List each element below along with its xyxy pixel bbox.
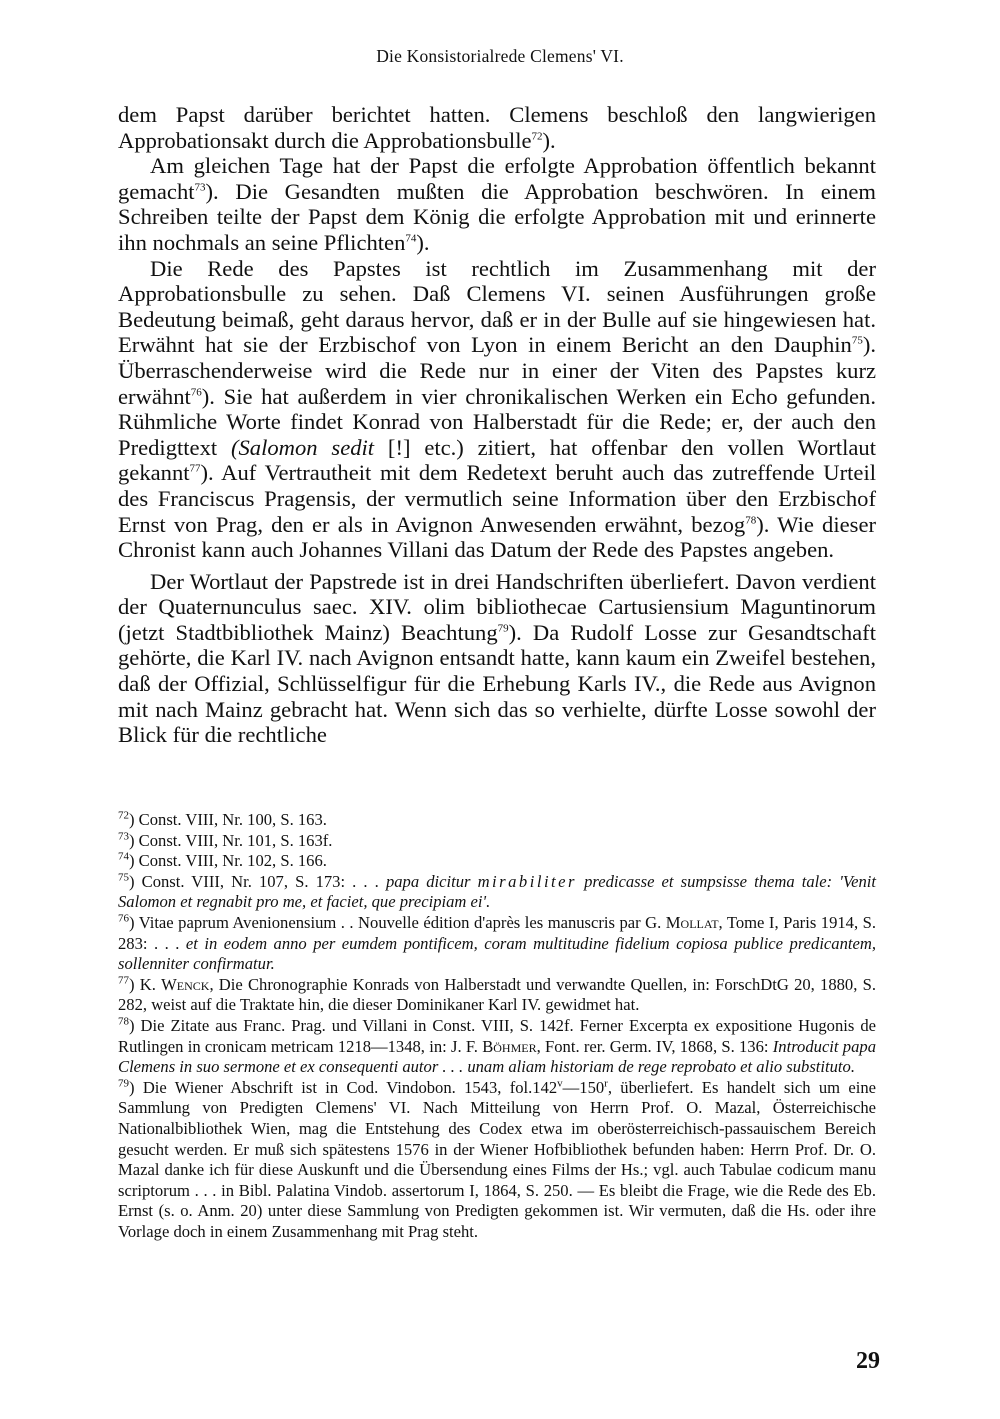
footnote-mark: 76 (118, 912, 129, 925)
main-text (118, 102, 876, 748)
italic-text: et in eodem anno per eumdem pontificem, coram multitudine fidelium copiosa publice predicantem, sollenniter confirmatur. (118, 933, 876, 974)
text-run: ) Const. VIII, Nr. 107, S. 173: . . . (129, 871, 386, 891)
text-run: Am gleichen Tage hat der Papst die erfolgte Approbation öffentlich bekannt gemacht (118, 153, 876, 204)
footnote-ref[interactable]: 79 (497, 622, 509, 635)
author-name: Böhmer (482, 1036, 537, 1056)
footnote-mark: 72 (118, 809, 129, 822)
text-run: , überliefert. Es handelt sich um eine Sammlung von Predigten Clemens' VI. Nach Mitteilung von Herrn Prof. O. Mazal, Österreichische Nationalbibliothek Wien, mag die Entstehung des Codex etwa im oberösterreichisch-passauischem Bereich gesucht werden. Er muß sich spätestens 1576 in der Wiener Hofbibliothek befunden haben: Herrn Prof. Dr. O. Mazal danke ich für diese Auskunft und die Übersendung eines Films der Hs.; vgl. auch Tabulae codicum manu scriptorum . . . in Bibl. Palatina Vindob. assertorum I, 1864, S. 250. — Es bleibt die Frage, wie die Rede des Eb. Ernst (s. o. Anm. 20) unter diese Sammlung von Predigten gekommen ist. Wir vermuten, daß die Hs. oder ihre Vorlage doch in einem Zusammenhang mit Prag steht. (118, 1077, 876, 1241)
text-run: ). Da Rudolf Losse zur Gesandtschaft gehörte, die Karl IV. nach Avignon entsandt hatte, kann kaum ein Zweifel bestehen, daß der Offizial, Schlüsselfigur für die Erhebung Karls IV., die Rede aus Avignon mit nach Mainz gebracht hat. Wenn sich das so verhielte, dürfte Losse sowohl der Blick für die rechtliche (118, 619, 876, 748)
text-run: Die Rede des Papstes ist rechtlich im Zusammenhang mit der Approbationsbulle zu sehen. Daß Clemens VI. seinen Ausführungen große Bedeutung beimaß, geht daraus hervor, daß er in der Bulle auf sie hingewiesen hat. Erwähnt hat sie der Erzbischof von Lyon in einem Bericht an den Dauphin (118, 255, 876, 358)
footnote-ref[interactable]: 78 (745, 513, 757, 526)
text-run: ). Sie hat außerdem in vier chronikalischen Werken ein Echo gefunden. Rühmliche Worte findet Konrad von Halberstadt für die Rede; er, der auch den Predigttext (118, 383, 876, 460)
footnote-ref[interactable]: 74 (405, 232, 417, 245)
footnote-mark: 73 (118, 830, 129, 843)
footnote-75 (118, 872, 876, 913)
text-run: ) Const. VIII, Nr. 102, S. 166. (129, 851, 327, 871)
paragraph-3 (118, 256, 876, 563)
paragraph-2 (118, 153, 876, 255)
footnote-74 (118, 851, 876, 872)
text-run: ). Die Gesandten mußten die Approbation beschwören. In einem Schreiben teilte der Papst dem König die erfolgte Approbation mit und erinnerte ihn nochmals an seine Pflichten (118, 178, 876, 255)
text-run: ). (416, 229, 430, 255)
text-run: ) Die Wiener Abschrift ist in Cod. Vindobon. 1543, fol.142 (129, 1077, 558, 1097)
text-run: , Die Chronographie Konrads von Halberstadt und verwandte Quellen, in: ForschDtG 20, 1880, S. 282, weist auf die Traktate hin, die dieser Dominikaner Karl IV. gewidmet hat. (118, 974, 876, 1015)
footnote-73 (118, 831, 876, 852)
footnote-ref[interactable]: 75 (851, 334, 863, 347)
footnote-72 (118, 810, 876, 831)
footnote-ref[interactable]: 76 (190, 386, 202, 398)
text-run: , Font. rer. Germ. IV, 1868, S. 136: (536, 1036, 773, 1056)
footnote-ref[interactable]: 72 (531, 130, 543, 143)
text-run: [!] etc.) zitiert, hat offenbar den vollen Wortlaut gekannt (118, 434, 877, 486)
running-title: Die Konsistorialrede Clemens' VI. (376, 46, 624, 66)
text-run: ) Const. VIII, Nr. 101, S. 163f. (129, 830, 333, 850)
text-run: Der Wortlaut der Papstrede ist in drei Handschriften überliefert. Davon verdient der Quaternunculus saec. XIV. olim bibliothecae Cartusiensium Maguntinorum (jetzt Stadtbibliothek Mainz) Beachtung (118, 568, 876, 645)
footnote-79 (118, 1078, 876, 1243)
author-name: Wenck (161, 974, 210, 994)
footnote-78 (118, 1016, 876, 1078)
footnote-mark: 75 (118, 871, 129, 884)
text-run: ). Überraschenderweise wird die Rede nur in einer der Viten des Papstes kurz erwähnt (118, 332, 876, 409)
page-number: 29 (856, 1348, 880, 1374)
footnotes (118, 810, 876, 1242)
folio-recto-mark: r (604, 1077, 608, 1090)
footnote-ref[interactable]: 73 (194, 181, 206, 194)
paragraph-4 (118, 569, 876, 748)
footnote-76 (118, 913, 876, 975)
footnote-mark: 77 (118, 974, 129, 987)
text-run: ). Wie dieser Chronist kann auch Johannes Villani das Datum der Rede des Papstes angeben. (118, 511, 877, 563)
footnote-ref[interactable]: 77 (189, 462, 201, 475)
footnote-77 (118, 975, 876, 1016)
text-run: , Tome I, Paris 1914, S. 283: . . . (118, 912, 876, 953)
folio-verso-mark: v (557, 1077, 563, 1090)
text-run: ) Const. VIII, Nr. 100, S. 163. (129, 810, 327, 829)
footnote-mark: 74 (118, 850, 129, 863)
text-run: dem Papst darüber berichtet hatten. Clemens beschloß den langwierigen Approbationsakt durch die Approbationsbulle (118, 102, 876, 153)
italic-text: Introducit papa Clemens in suo sermone et ex consequenti autor . . . unam aliam historiam de rege reprobato et alio substituto. (118, 1036, 876, 1077)
spaced-italic-text: mirabiliter (477, 871, 577, 891)
text-run: ). (542, 127, 556, 153)
text-run: ) K. (129, 974, 162, 994)
author-name: Mollat (665, 912, 719, 932)
italic-text: (Salomon sedit (230, 434, 375, 460)
text-run: ). Auf Vertrautheit mit dem Redetext beruht auch das zutreffende Urteil des Franciscus Pragensis, der vermutlich seine Information über den Erzbischof Ernst von Prag, den er als in Avignon Anwesenden erwähnt, bezog (118, 460, 876, 537)
paragraph-1 (118, 102, 876, 153)
footnote-mark: 79 (118, 1077, 129, 1090)
footnote-mark: 78 (118, 1015, 129, 1028)
italic-text: papa dicitur (385, 871, 478, 891)
italic-text: predicasse et sumpsisse thema tale: 'Venit Salomon et regnabit pro me, et faciet, que precipiam ei'. (118, 871, 877, 912)
text-run: ) Die Zitate aus Franc. Prag. und Villani in Const. VIII, S. 142f. Ferner Excerpta ex expositione Hugonis de Rutlingen in cronicam metricam 1218—1348, in: J. F. (118, 1015, 876, 1056)
text-run: ) Vitae paprum Avenionensium . . Nouvelle édition d'après les manuscris par G. (129, 912, 666, 932)
text-run: —150 (562, 1077, 605, 1097)
